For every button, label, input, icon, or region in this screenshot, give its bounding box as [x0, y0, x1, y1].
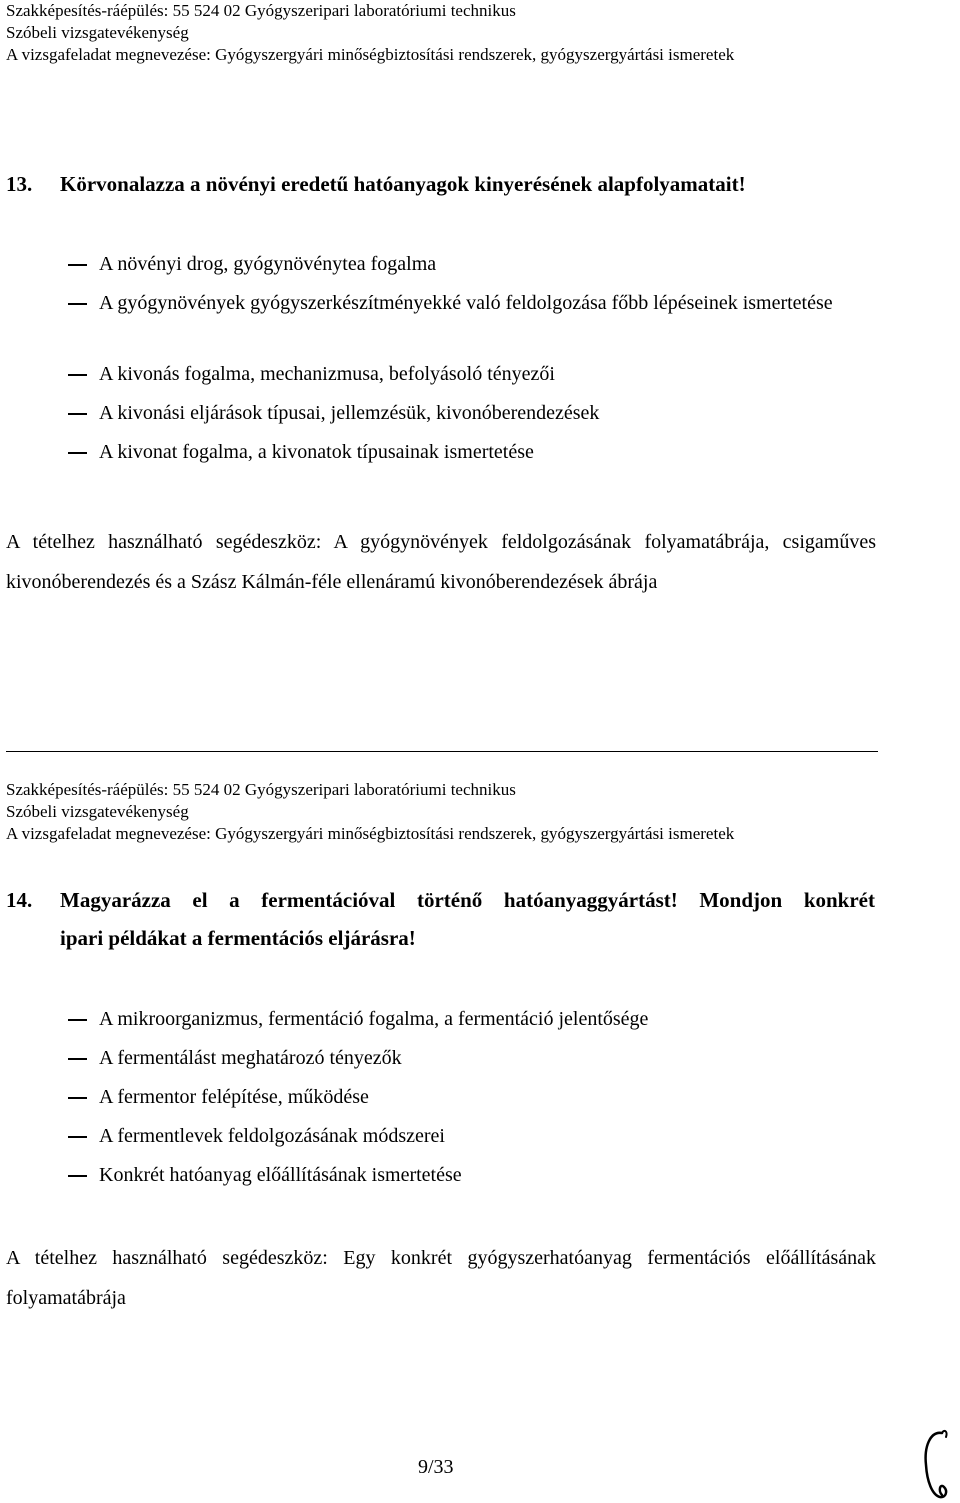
footer-divider — [6, 751, 878, 752]
question-13-number: 13. — [6, 172, 33, 196]
dash-bullet-icon — [68, 1136, 87, 1138]
dash-bullet-icon — [68, 264, 87, 266]
list-item: A fermentlevek feldolgozásának módszerei — [68, 1124, 648, 1149]
page-number: 9/33 — [418, 1456, 454, 1478]
list-item: A kivonat fogalma, a kivonatok típusainak ismertetése — [68, 440, 879, 465]
dash-bullet-icon — [68, 303, 87, 305]
header-task-name: A vizsgafeladat megnevezése: Gyógyszergyári minőségbiztosítási rendszerek, gyógyszergyártási ismeretek — [6, 45, 735, 64]
header-activity: Szóbeli vizsgatevékenység — [6, 23, 189, 42]
dash-bullet-icon — [68, 1175, 87, 1177]
list-item: A növényi drog, gyógynövénytea fogalma — [68, 252, 879, 277]
handwritten-signature — [920, 1425, 954, 1501]
page-header — [6, 779, 734, 845]
question-14-topics — [68, 1007, 648, 1188]
question-14-title: Magyarázza el a fermentációval történő hatóanyaggyártást! Mondjon konkrét — [60, 888, 875, 912]
dash-bullet-icon — [68, 1058, 87, 1060]
question-14-title-continued: ipari példákat a fermentációs eljárásra! — [60, 926, 416, 950]
list-item: A fermentálást meghatározó tényezők — [68, 1046, 648, 1071]
list-item: Konkrét hatóanyag előállításának ismertetése — [68, 1163, 648, 1188]
list-item: A kivonási eljárások típusai, jellemzésük, kivonóberendezések — [68, 401, 879, 426]
dash-bullet-icon — [68, 1097, 87, 1099]
header-qualification: Szakképesítés-ráépülés: 55 524 02 Gyógyszeripari laboratóriumi technikus — [6, 780, 516, 799]
question-13-aid: A tételhez használható segédeszköz: A gyógynövények feldolgozásának folyamatábrája, csigaműves kivonóberendezés és a Szász Kálmán-féle ellenáramú kivonóberendezések ábrája — [6, 531, 876, 593]
list-item: A gyógynövények gyógyszerkészítményekké való feldolgozása főbb lépéseinek ismertetése — [68, 285, 879, 359]
question-14-aid: A tételhez használható segédeszköz: Egy konkrét gyógyszerhatóanyag fermentációs előállításának folyamatábrája — [6, 1247, 876, 1309]
header-activity: Szóbeli vizsgatevékenység — [6, 802, 189, 821]
dash-bullet-icon — [68, 374, 87, 376]
page-header — [6, 0, 734, 66]
list-item: A kivonás fogalma, mechanizmusa, befolyásoló tényezői — [68, 362, 879, 387]
dash-bullet-icon — [68, 413, 87, 415]
list-item: A mikroorganizmus, fermentáció fogalma, a fermentáció jelentősége — [68, 1007, 648, 1032]
list-item: A fermentor felépítése, működése — [68, 1085, 648, 1110]
question-13-topics — [68, 252, 879, 465]
dash-bullet-icon — [68, 452, 87, 454]
header-qualification: Szakképesítés-ráépülés: 55 524 02 Gyógyszeripari laboratóriumi technikus — [6, 1, 516, 20]
dash-bullet-icon — [68, 1019, 87, 1021]
question-14-number: 14. — [6, 888, 33, 912]
question-13-title: Körvonalazza a növényi eredetű hatóanyagok kinyerésének alapfolyamatait! — [60, 172, 746, 196]
header-task-name: A vizsgafeladat megnevezése: Gyógyszergyári minőségbiztosítási rendszerek, gyógyszergyártási ismeretek — [6, 824, 735, 843]
